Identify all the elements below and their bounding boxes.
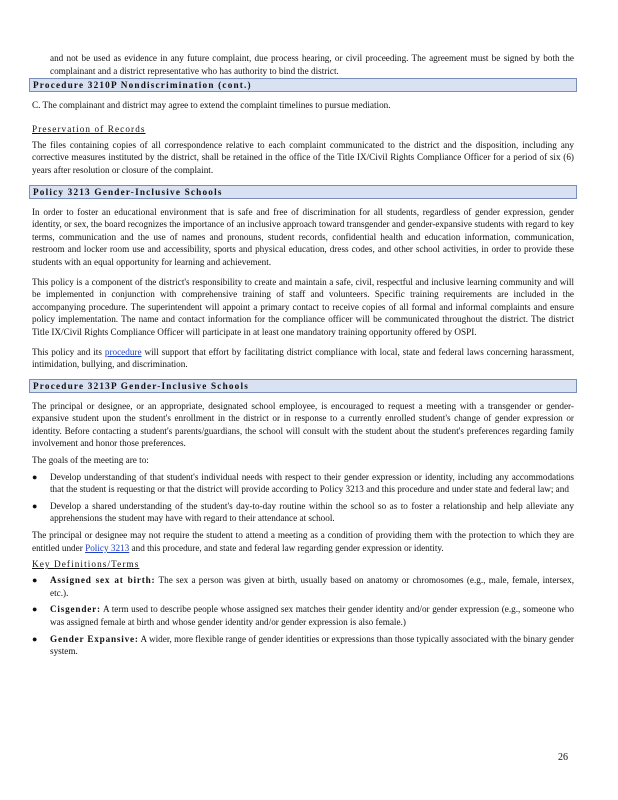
policy-3213-paragraph-2: This policy is a component of the district's responsibility to create and maintain a safe, civil, respectful and inclusive learning community and will be implemented in conjunction with comprehensive training of staff and volunteers. Specific training requirements are included in the accompanying procedure. The superintendent will appoint a primary contact to receive copies of all formal and informal complaints and ensure policy implementation. The name and contact information for the compliance officer will be communicated throughout the district. The district Title IX/Civil Rights Compliance Officer will participate in at least one mandatory training opportunity offered by OSPI.: [32, 276, 574, 337]
intro-paragraph: and not be used as evidence in any future complaint, due process hearing, or civil proceeding. The agreement must be signed by both the complainant and a district representative who has authority to bind the district.: [50, 53, 574, 76]
procedure-3210-header: Procedure 3210P Nondiscrimination (cont.): [29, 78, 577, 92]
goal-item: [32, 471, 574, 496]
preservation-paragraph: The files containing copies of all correspondence relative to each complaint communicated to the district and the disposition, including any corrective measures instituted by the district, shall be retained in the office of the Title IX/Civil Rights Compliance Officer for a period of six (6) years after resolution or closure of the complaint.: [32, 139, 574, 175]
policy-3213-header: Policy 3213 Gender-Inclusive Schools: [29, 185, 577, 199]
page-content: [32, 52, 574, 658]
policy-3213-p3-after: will support that effort by facilitating district compliance with local, state and federal laws concerning harassment, intimidation, bullying, and discrimination.: [32, 346, 574, 370]
definition-item: [32, 633, 574, 658]
procedure-3210-item-c: C. The complainant and district may agree to extend the complaint timelines to pursue mediation.: [32, 100, 391, 111]
definition-body: A wider, more flexible range of gender identities or expressions than those typically associated with the binary gender system.: [50, 633, 574, 657]
procedure-3213-header: Procedure 3213P Gender-Inclusive Schools: [29, 379, 577, 393]
policy-3213-paragraph-1: In order to foster an educational environment that is safe and free of discrimination for all students, regardless of gender expression, gender identity, or sex, the board recognizes the importance of an inclusive approach toward transgender and gender-expansive students with regard to key terms, communication and the use of names and pronouns, student records, confidential health and education information, communication, restroom and locker room use and accessibility, sports and physical education, dress codes, and other school activities, in order to provide these students with an equal opportunity for learning and achievement.: [32, 206, 574, 267]
definition-text: [50, 574, 574, 599]
procedure-link[interactable]: procedure: [104, 346, 142, 357]
goal-text: Develop a shared understanding of the student's day-to-day routine within the school so as to foster a relationship and help alleviate any apprehensions the student may have with regard to their attendance at school.: [50, 500, 574, 524]
definition-term: Cisgender:: [50, 604, 101, 615]
bullet-icon: ●: [32, 575, 38, 586]
goals-intro: The goals of the meeting are to:: [32, 455, 149, 466]
definition-body: The sex a person was given at birth, usually based on anatomy or chromosomes (e.g., male, female, intersex, etc.).: [50, 575, 575, 598]
definition-text: [50, 633, 574, 658]
goal-item: [32, 500, 574, 525]
procedure-3213-paragraph-1: The principal or designee, or an appropriate, designated school employee, is encouraged to request a meeting with a transgender or gender-expansive student upon the student's enrollment in the district or in response to a currently enrolled student's change of gender expression or identity. Before contacting a student's parents/guardians, the school will consult with the student about the student's preferences regarding family involvement and honor those preferences.: [32, 400, 574, 449]
page-number: 26: [558, 752, 568, 763]
p2-before: The principal or designee may not require the student to attend a meeting as a condition of providing them with the protection to which they are entitled under: [32, 530, 574, 553]
definition-body: A term used to describe people whose assigned sex matches their gender identity and/or gender expression (e.g., someone who was assigned female at birth and whose gender identity and/or gender expression is also female.): [50, 604, 574, 627]
preservation-heading: Preservation of Records: [32, 123, 146, 134]
bullet-icon: ●: [32, 604, 38, 615]
p2-after: and this procedure, and state and federal law regarding gender expression or identity.: [129, 542, 444, 553]
bullet-icon: ●: [32, 633, 38, 644]
bullet-icon: ●: [32, 471, 38, 482]
definition-item: [32, 603, 574, 628]
goal-text: Develop understanding of that student's individual needs with respect to their gender expression or identity, including any accommodations that the student is requesting or that the district will provide according to Policy 3213 and this procedure and under state and federal law; and: [50, 471, 574, 495]
key-definitions-heading: Key Definitions/Terms: [32, 559, 140, 570]
policy-3213-p3-before: This policy and its: [32, 346, 105, 357]
bullet-icon: ●: [32, 500, 38, 511]
policy-3213-paragraph-3: [32, 346, 574, 371]
definition-item: [32, 574, 574, 599]
procedure-3213-paragraph-2: [32, 529, 574, 554]
definition-term: Assigned sex at birth:: [50, 575, 156, 586]
policy-3213-link[interactable]: Policy 3213: [85, 542, 130, 553]
definition-text: [50, 603, 574, 628]
definition-term: Gender Expansive:: [50, 633, 139, 644]
